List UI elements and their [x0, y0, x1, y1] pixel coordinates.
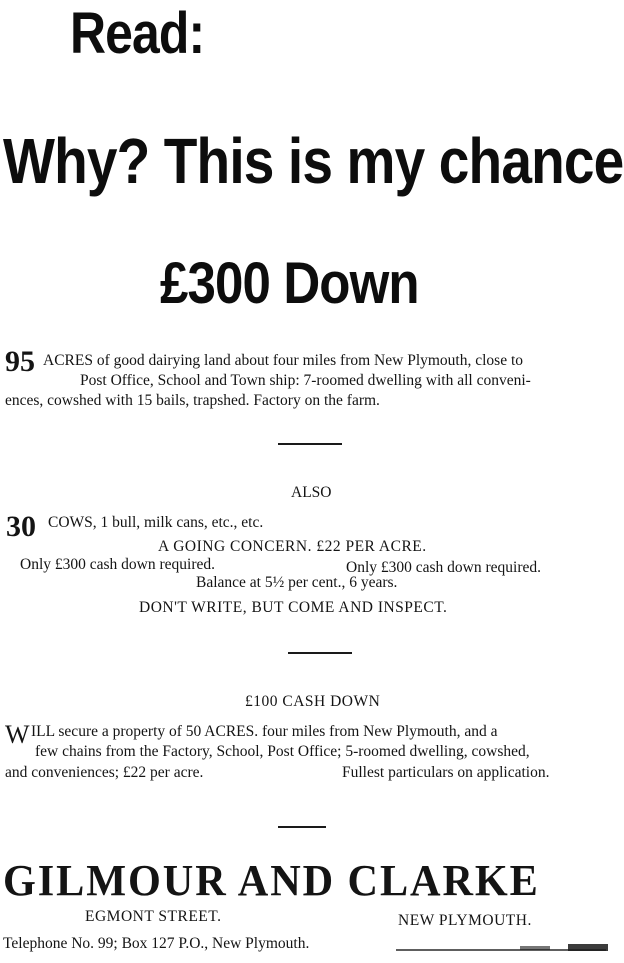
print-smudge-dash: [520, 946, 550, 950]
divider-2: [288, 652, 352, 654]
section2-line3a: Only £300 cash down required.: [20, 556, 215, 573]
section3-line3a: and conveniences; £22 per acre.: [5, 764, 204, 781]
section3-heading: £100 CASH DOWN: [245, 693, 381, 710]
section2-line5: DON'T WRITE, BUT COME AND INSPECT.: [139, 599, 448, 616]
section1-line2: Post Office, School and Town ship: 7-roomed dwelling with all conveni-: [80, 372, 531, 389]
section2-line3b: Only £300 cash down required.: [346, 559, 541, 576]
firm-street: EGMONT STREET.: [85, 908, 222, 925]
firm-name: GILMOUR AND CLARKE: [3, 856, 540, 905]
divider-1: [278, 443, 342, 445]
section2-line2: A GOING CONCERN. £22 PER ACRE.: [158, 538, 427, 555]
section2-heading: ALSO: [291, 484, 332, 501]
section3-line1: ILL secure a property of 50 ACRES. four miles from New Plymouth, and a: [31, 723, 498, 740]
headline-why: Why? This is my chance: [3, 125, 624, 197]
divider-3: [278, 826, 326, 828]
section2-line4: Balance at 5½ per cent., 6 years.: [196, 574, 398, 591]
section1-line3: ences, cowshed with 15 bails, trapshed. Factory on the farm.: [5, 392, 380, 409]
section1-number: 95: [5, 345, 35, 378]
section3-line2: few chains from the Factory, School, Post Office; 5-roomed dwelling, cowshed,: [35, 743, 530, 760]
section2-line1: COWS, 1 bull, milk cans, etc., etc.: [48, 514, 264, 531]
headline-read: Read:: [70, 1, 205, 66]
section1-line1: ACRES of good dairying land about four miles from New Plymouth, close to: [43, 352, 524, 369]
firm-city: NEW PLYMOUTH.: [398, 912, 532, 929]
print-smudge-blot: [568, 944, 608, 951]
section2-number: 30: [6, 510, 36, 543]
section3-line3b: Fullest particulars on application.: [342, 764, 550, 781]
section3-dropcap: W: [5, 720, 30, 749]
headline-price: £300 Down: [160, 251, 419, 316]
firm-contact: Telephone No. 99; Box 127 P.O., New Plymouth.: [3, 935, 310, 952]
